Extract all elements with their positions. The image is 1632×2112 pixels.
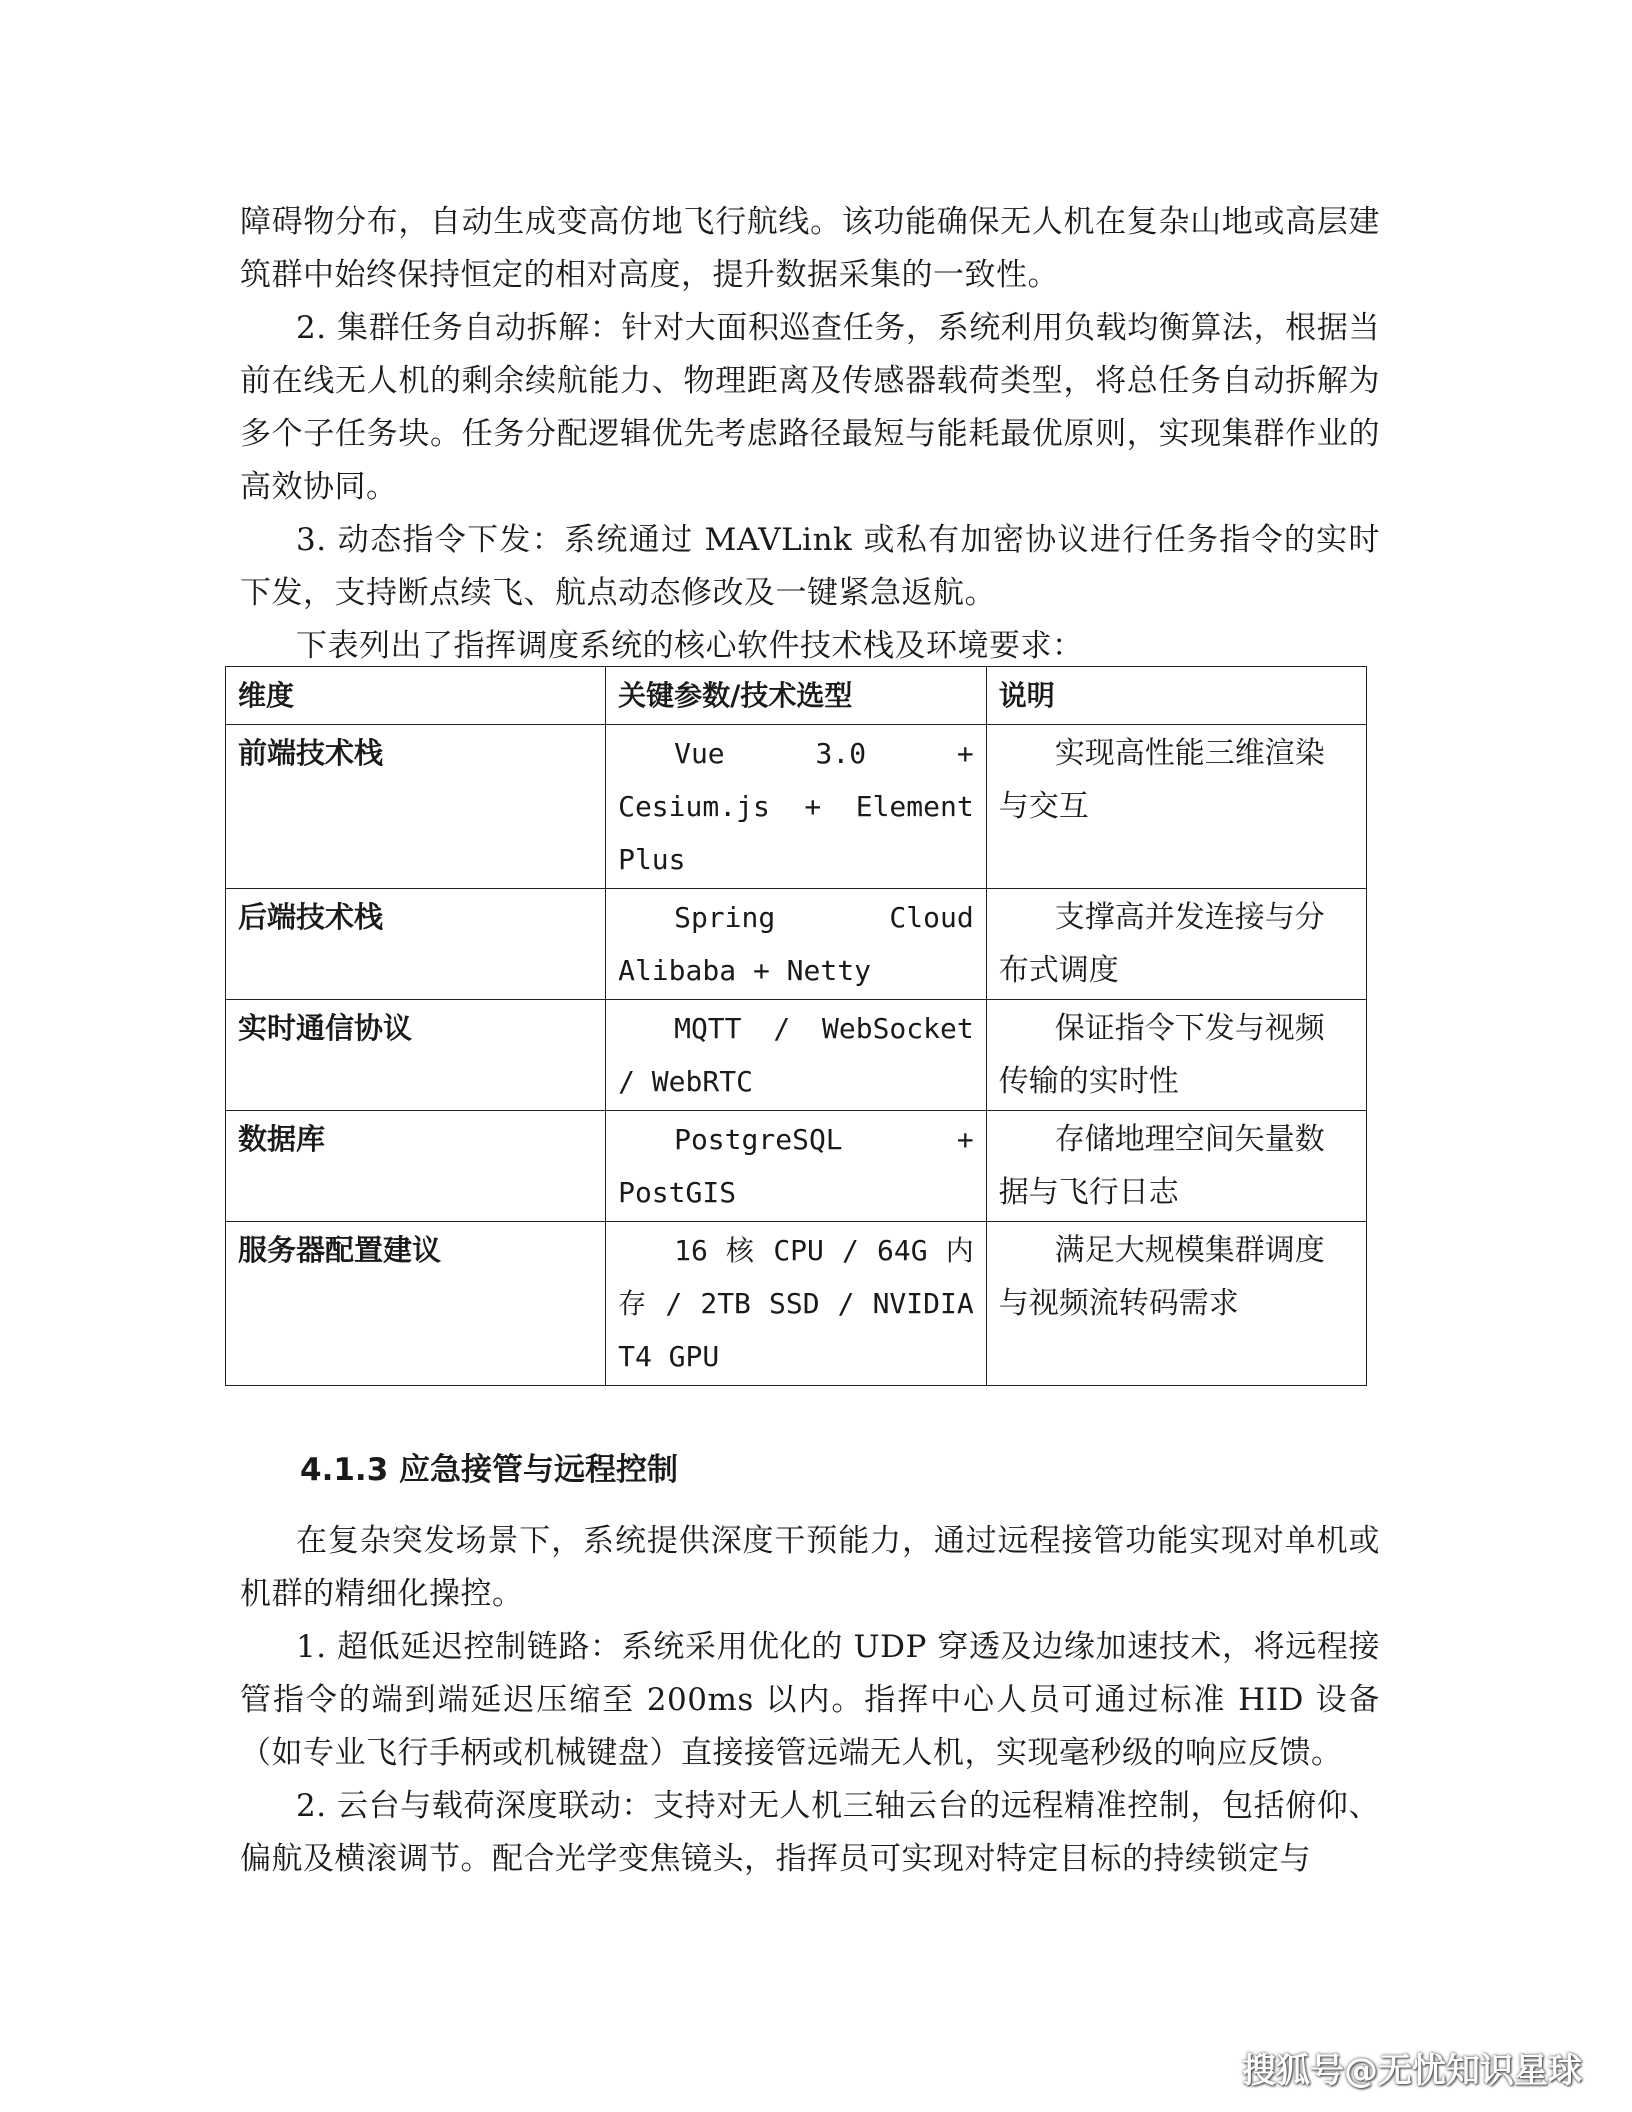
watermark: 搜狐号@无忧知识星球	[1242, 2051, 1582, 2091]
cell-note: 满足大规模集群调度与视频流转码需求	[986, 1222, 1366, 1386]
table-header-row	[226, 667, 1367, 725]
paragraph-dynamic-command: 3. 动态指令下发：系统通过 MAVLink 或私有加密协议进行任务指令的实时下发，支持断点续飞、航点动态修改及一键紧急返航。	[240, 522, 1380, 611]
table-row	[226, 889, 1367, 1000]
top-paragraphs	[240, 196, 1380, 673]
paragraph-table-intro: 下表列出了指挥调度系统的核心软件技术栈及环境要求：	[296, 628, 1084, 664]
tech-stack-table	[225, 666, 1367, 1386]
table-row	[226, 1111, 1367, 1222]
cell-dimension: 服务器配置建议	[226, 1222, 606, 1386]
section-heading: 4.1.3 应急接管与远程控制	[300, 1452, 679, 1488]
cell-note: 保证指令下发与视频传输的实时性	[986, 1000, 1366, 1111]
cell-note: 存储地理空间矢量数据与飞行日志	[986, 1111, 1366, 1222]
paragraph-cluster-task: 2. 集群任务自动拆解：针对大面积巡查任务，系统利用负载均衡算法，根据当前在线无人机的剩余续航能力、物理距离及传感器载荷类型，将总任务自动拆解为多个子任务块。任务分配逻辑优先考虑路径最短与能耗最优原则，实现集群作业的高效协同。	[240, 310, 1380, 505]
cell-dimension: 实时通信协议	[226, 1000, 606, 1111]
cell-selection: 16 核 CPU / 64G 内存 / 2TB SSD / NVIDIA T4 GPU	[606, 1222, 987, 1386]
cell-selection: Vue 3.0 + Cesium.js + Element Plus	[606, 725, 987, 889]
cell-note: 支撑高并发连接与分布式调度	[986, 889, 1366, 1000]
table-row	[226, 1000, 1367, 1111]
cell-selection: PostgreSQL + PostGIS	[606, 1111, 987, 1222]
cell-selection: MQTT / WebSocket / WebRTC	[606, 1000, 987, 1111]
bottom-paragraphs	[240, 1515, 1380, 1886]
cell-dimension: 后端技术栈	[226, 889, 606, 1000]
cell-dimension: 数据库	[226, 1111, 606, 1222]
table-row	[226, 1222, 1367, 1386]
paragraph-low-latency: 1. 超低延迟控制链路：系统采用优化的 UDP 穿透及边缘加速技术，将远程接管指令的端到端延迟压缩至 200ms 以内。指挥中心人员可通过标准 HID 设备（如专业飞行手柄或机械键盘）直接接管远端无人机，实现毫秒级的响应反馈。	[240, 1629, 1380, 1771]
cell-note: 实现高性能三维渲染与交互	[986, 725, 1366, 889]
cell-selection: Spring Cloud Alibaba + Netty	[606, 889, 987, 1000]
paragraph-gimbal: 2. 云台与载荷深度联动：支持对无人机三轴云台的远程精准控制，包括俯仰、偏航及横滚调节。配合光学变焦镜头，指挥员可实现对特定目标的持续锁定与	[240, 1788, 1380, 1877]
header-dimension: 维度	[226, 667, 606, 725]
cell-dimension: 前端技术栈	[226, 725, 606, 889]
paragraph-obstacle: 障碍物分布，自动生成变高仿地飞行航线。该功能确保无人机在复杂山地或高层建筑群中始终保持恒定的相对高度，提升数据采集的一致性。	[240, 204, 1380, 293]
header-note: 说明	[986, 667, 1366, 725]
table-row	[226, 725, 1367, 889]
header-selection: 关键参数/技术选型	[606, 667, 987, 725]
paragraph-intervention: 在复杂突发场景下，系统提供深度干预能力，通过远程接管功能实现对单机或机群的精细化操控。	[240, 1523, 1380, 1612]
